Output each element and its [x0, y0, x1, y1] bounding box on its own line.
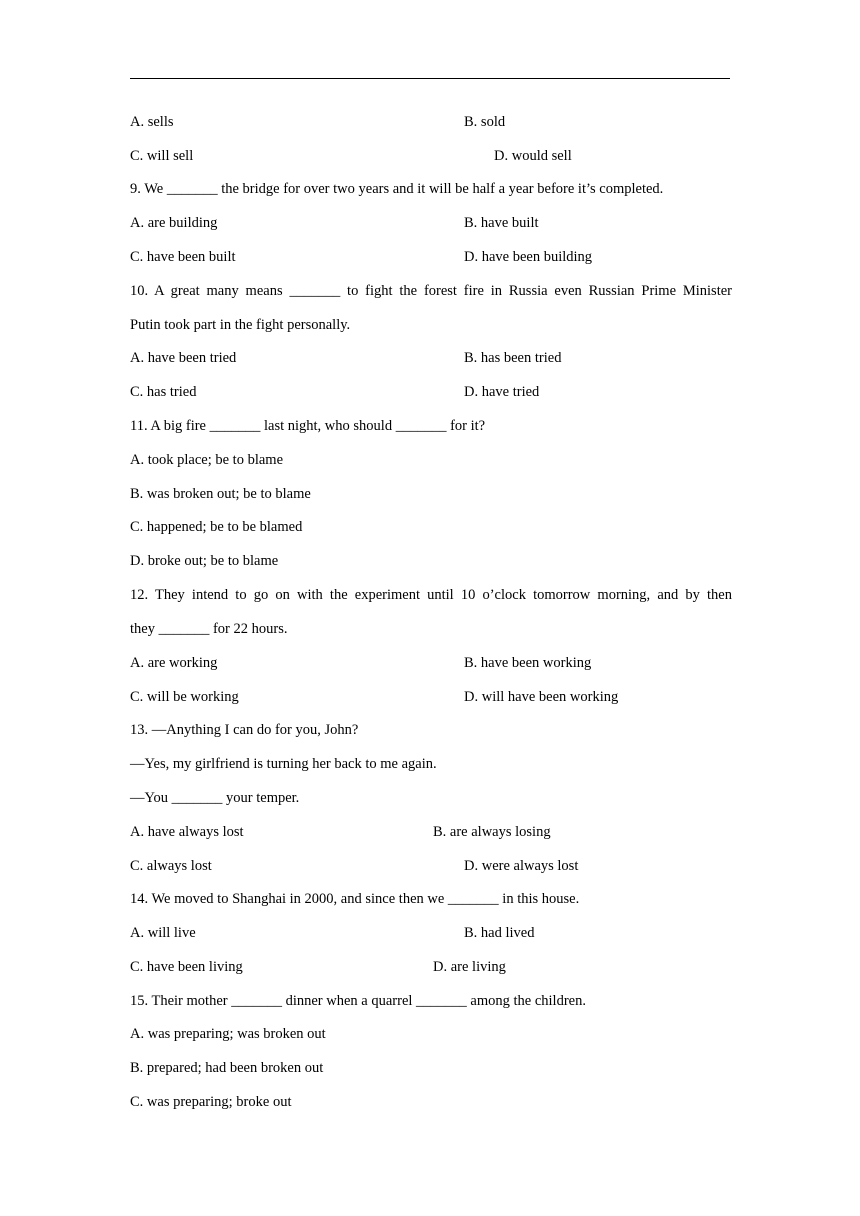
- header-rule: [130, 78, 730, 79]
- q10-stem-line2: Putin took part in the fight personally.: [130, 317, 351, 333]
- q9-stem: 9. We _______ the bridge for over two years and it will be half a year before it’s completed.: [130, 181, 664, 197]
- q12-stem-line2: they _______ for 22 hours.: [130, 621, 288, 637]
- q15-option-b: B. prepared; had been broken out: [130, 1060, 324, 1076]
- q15-option-c: C. was preparing; broke out: [130, 1094, 292, 1110]
- q8-option-d: D. would sell: [494, 148, 572, 164]
- q14-option-c: C. have been living: [130, 959, 243, 975]
- q10-option-b: B. has been tried: [464, 350, 562, 366]
- q13-option-c: C. always lost: [130, 858, 212, 874]
- q14-option-b: B. had lived: [464, 925, 535, 941]
- q11-option-c: C. happened; be to be blamed: [130, 519, 303, 535]
- q15-stem: 15. Their mother _______ dinner when a quarrel _______ among the children.: [130, 993, 586, 1009]
- q14-option-d: D. are living: [433, 959, 506, 975]
- q8-option-b: B. sold: [464, 114, 506, 130]
- q10-option-a: A. have been tried: [130, 350, 237, 366]
- q14-stem: 14. We moved to Shanghai in 2000, and since then we _______ in this house.: [130, 891, 580, 907]
- q12-option-b: B. have been working: [464, 655, 592, 671]
- q9-option-c: C. have been built: [130, 249, 236, 265]
- q8-option-a: A. sells: [130, 114, 174, 130]
- q13-stem-line3: —You _______ your temper.: [130, 790, 300, 806]
- q14-option-a: A. will live: [130, 925, 196, 941]
- q8-option-c: C. will sell: [130, 148, 194, 164]
- q11-option-d: D. broke out; be to blame: [130, 553, 279, 569]
- q13-stem-line2: —Yes, my girlfriend is turning her back to me again.: [130, 756, 437, 772]
- q9-option-d: D. have been building: [464, 249, 593, 265]
- q13-option-d: D. were always lost: [464, 858, 579, 874]
- q9-option-b: B. have built: [464, 215, 539, 231]
- q12-option-d: D. will have been working: [464, 689, 619, 705]
- q11-option-b: B. was broken out; be to blame: [130, 486, 311, 502]
- q10-stem-line1: 10. A great many means _______ to fight the forest fire in Russia even Russian Prime Minister: [130, 283, 732, 299]
- q11-option-a: A. took place; be to blame: [130, 452, 284, 468]
- q15-option-a: A. was preparing; was broken out: [130, 1026, 326, 1042]
- q11-stem: 11. A big fire _______ last night, who should _______ for it?: [130, 418, 486, 434]
- q13-option-b: B. are always losing: [433, 824, 551, 840]
- q13-option-a: A. have always lost: [130, 824, 244, 840]
- q12-option-c: C. will be working: [130, 689, 239, 705]
- q13-stem-line1: 13. —Anything I can do for you, John?: [130, 722, 359, 738]
- q12-stem-line1: 12. They intend to go on with the experiment until 10 o’clock tomorrow morning, and by then: [130, 587, 732, 603]
- q10-option-d: D. have tried: [464, 384, 540, 400]
- q10-option-c: C. has tried: [130, 384, 197, 400]
- q9-option-a: A. are building: [130, 215, 218, 231]
- q12-option-a: A. are working: [130, 655, 218, 671]
